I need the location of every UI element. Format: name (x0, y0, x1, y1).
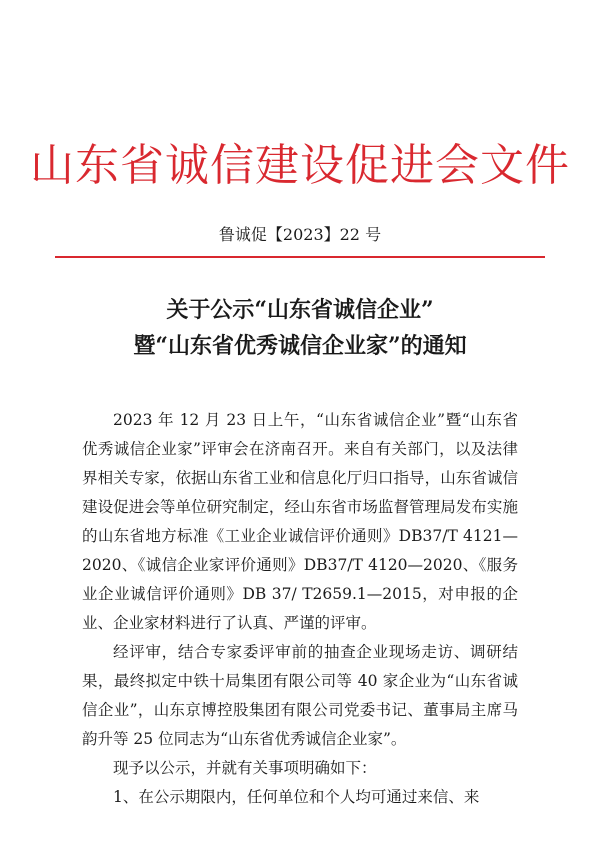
red-divider-line (55, 256, 545, 258)
body-paragraph: 2023 年 12 月 23 日上午，“山东省诚信企业”暨“山东省优秀诚信企业家”评审会在济南召开。来自有关部门，以及法律界相关专家，依据山东省工业和信息化厅归口指导，山东省诚信建设促进会等单位研究制定，经山东省市场监督管理局发布实施的山东省地方标准《工业企业诚信评价通则》DB37/T 4121—2020、《诚信企业家评价通则》DB37/T 4120—2020、《服务业企业诚信评价通则》DB 37/ T2659.1—2015，对申报的企业、企业家材料进行了认真、严谨的评审。 (82, 411, 518, 632)
document-header-title: 山东省诚信建设促进会文件 (30, 140, 570, 191)
notice-body (82, 406, 518, 812)
body-paragraph: 经评审，结合专家委评审前的抽查企业现场走访、调研结果，最终拟定中铁十局集团有限公司等 40 家企业为“山东省诚信企业”，山东京博控股集团有限公司党委书记、董事局主席马韵升等 25 位同志为“山东省优秀诚信企业家”。 (82, 643, 518, 748)
notice-title-line-2: 暨“山东省优秀诚信企业家”的通知 (133, 333, 467, 359)
document-number: 鲁诚促【2023】22 号 (218, 225, 382, 244)
body-paragraph: 现予以公示，并就有关事项明确如下： (113, 759, 377, 777)
notice-title-line-1: 关于公示“山东省诚信企业” (166, 297, 434, 323)
notice-title (0, 292, 600, 364)
body-paragraph: 1、在公示期限内，任何单位和个人均可通过来信、来 (113, 788, 480, 806)
